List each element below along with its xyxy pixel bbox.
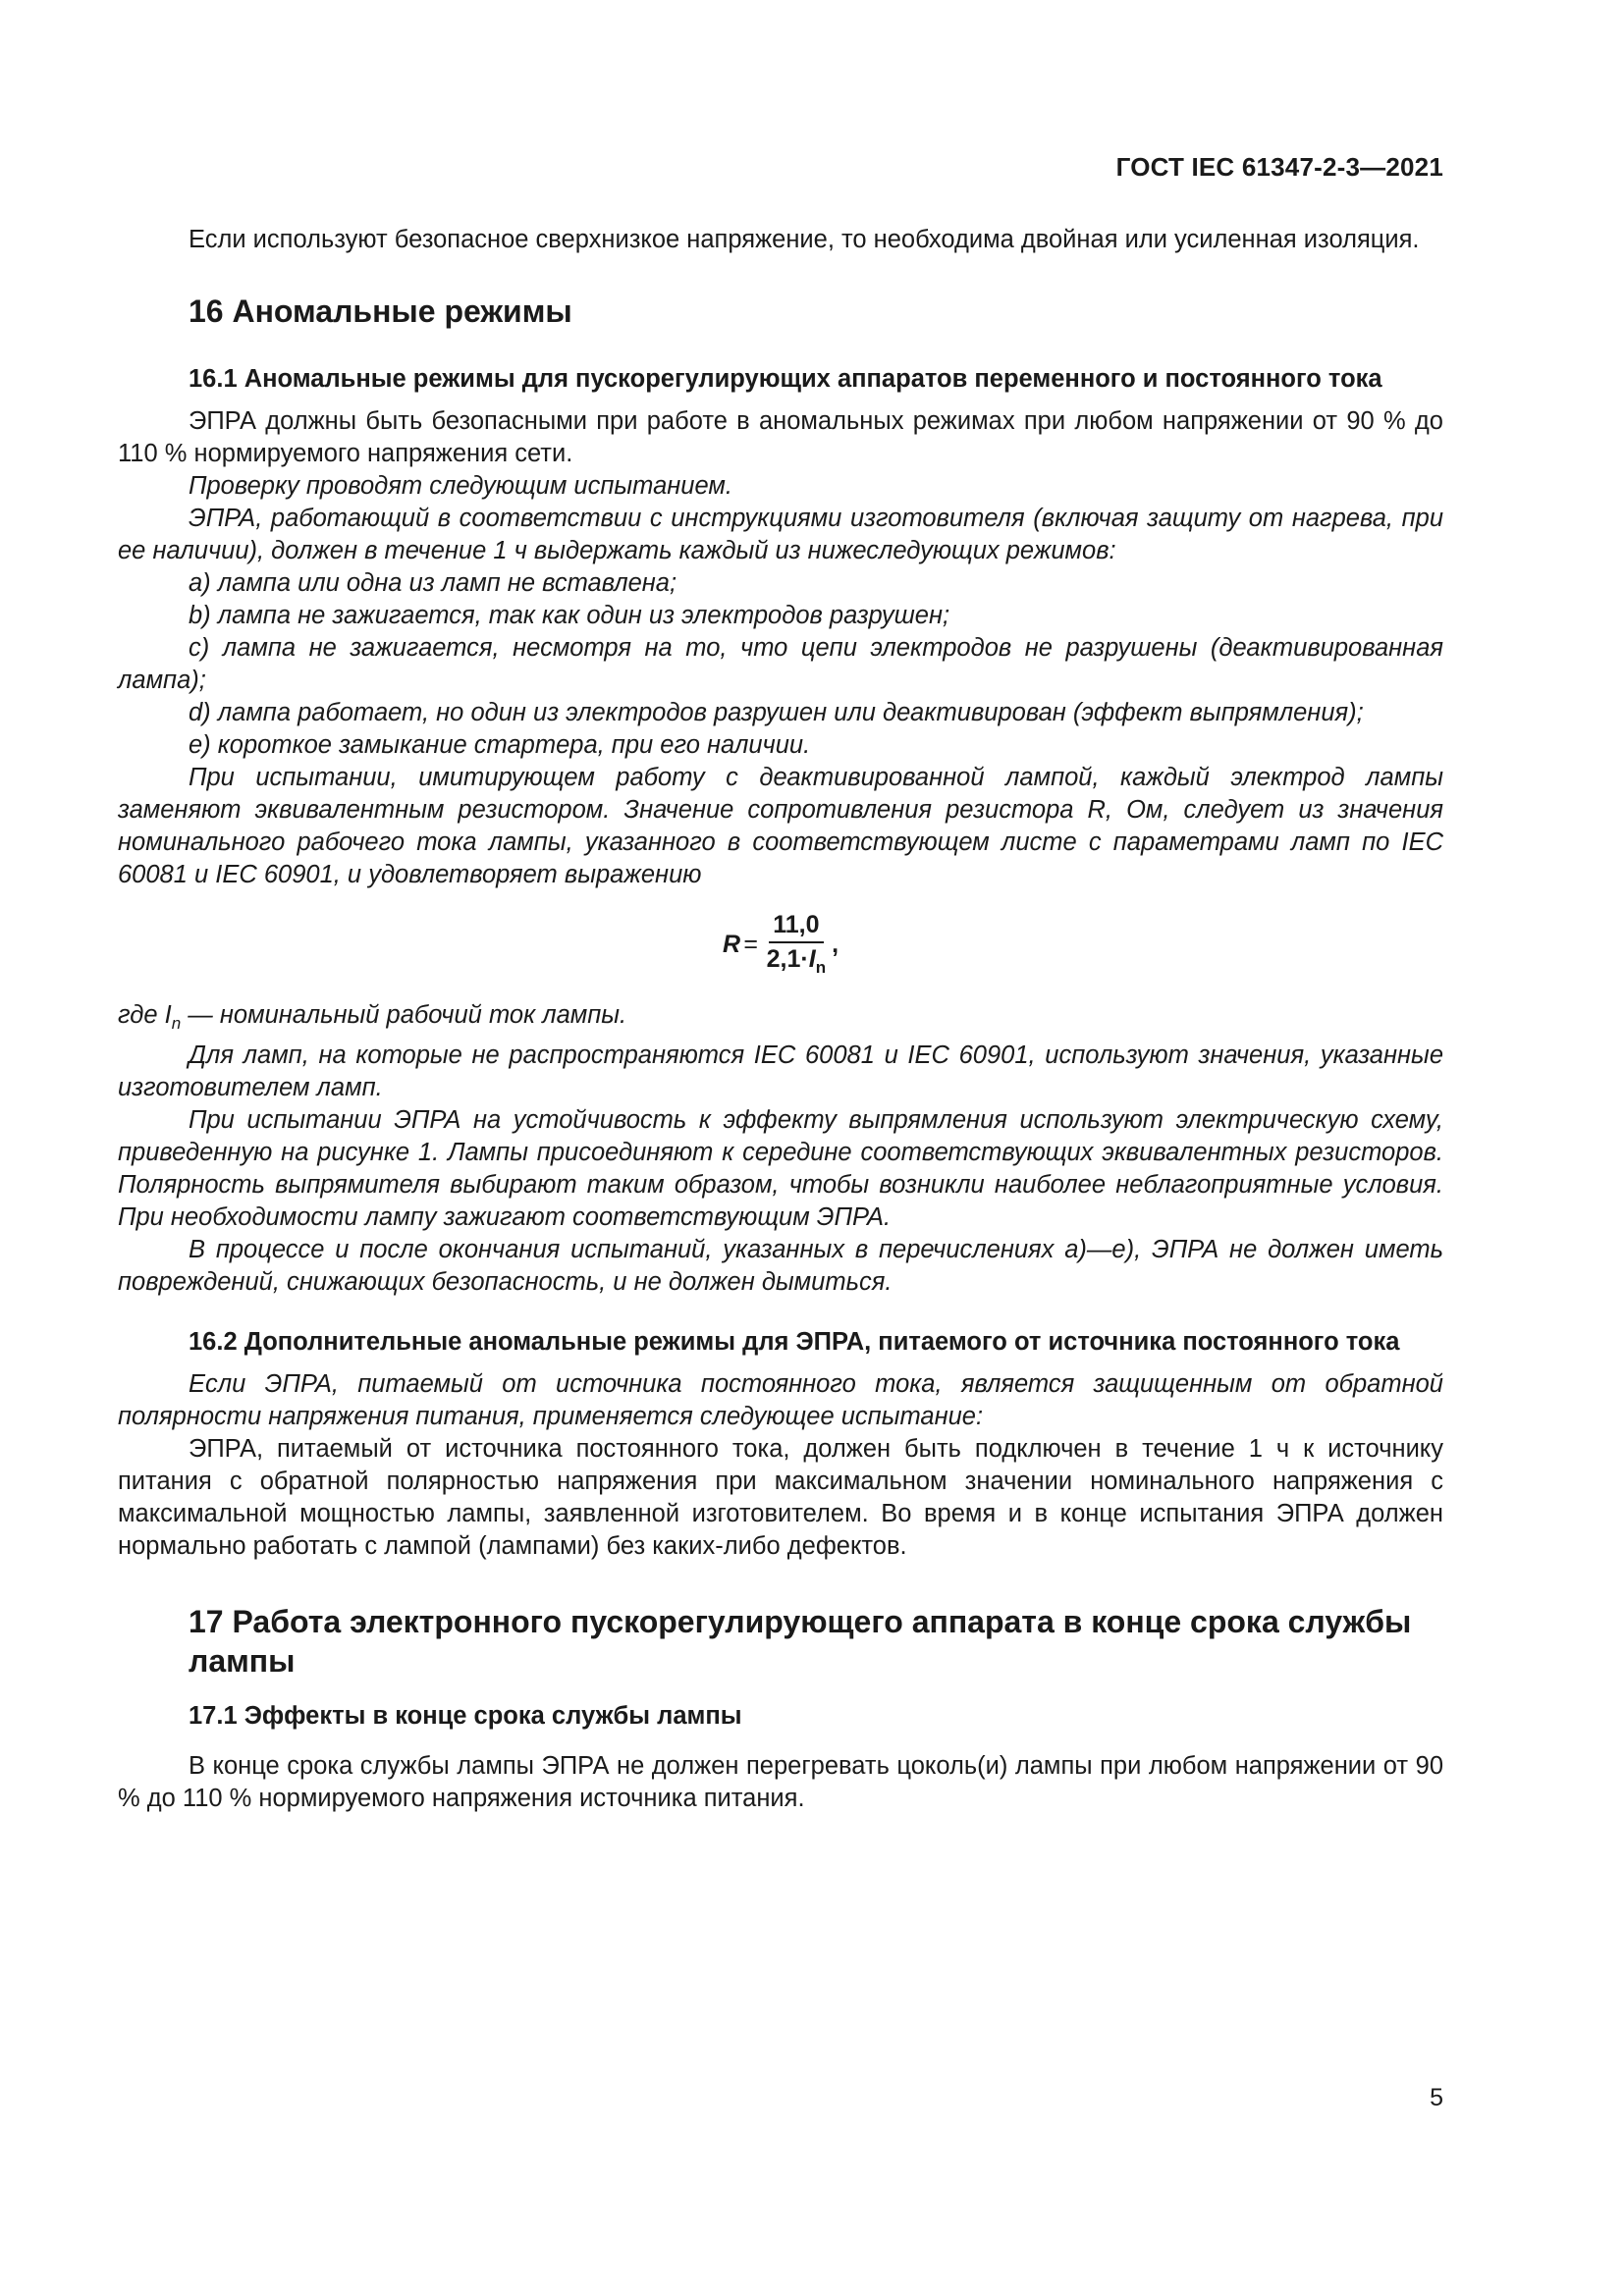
list-item-d: d) лампа работает, но один из электродов разрушен или деактивирован (эффект выпрямления);	[189, 699, 1364, 726]
section-17-title: 17 Работа электронного пускорегулирующего аппарата в конце срока службы лампы	[189, 1604, 1412, 1680]
section-17-1-paragraph-1: В конце срока службы лампы ЭПРА не должен перегревать цоколь(и) лампы при любом напряжении от 90 % до 110 % нормируемого напряжения источника питания.	[118, 1752, 1443, 1813]
section-16-1-paragraph-4: При испытании, имитирующем работу с деактивированной лампой, каждый электрод лампы заменяют эквивалентным резистором. Значение сопротивления резистора R, Ом, следует из значения номинального рабочего тока лампы, указанного в соответствующем листе с параметрами ламп по IEC 60081 и IEC 60901, и удовлетворяет выражению	[118, 764, 1443, 888]
section-16-1-paragraph-2: Проверку проводят следующим испытанием.	[189, 472, 732, 500]
formula-denominator-coef: 2,1·	[766, 945, 809, 973]
section-16-1-paragraph-5: Для ламп, на которые не распространяются IEC 60081 и IEC 60901, используют значения, указанные изготовителем ламп.	[118, 1041, 1443, 1102]
section-16-1-paragraph-3: ЭПРА, работающий в соответствии с инструкциями изготовителя (включая защиту от нагрева, при ее наличии), должен в течение 1 ч выдержать каждый из нижеследующих режимов:	[118, 505, 1443, 564]
document-page	[118, 0, 1443, 2296]
document-id-header: ГОСТ IEC 61347-2-3—2021	[1115, 152, 1443, 182]
resistance-formula	[118, 911, 1443, 978]
section-16-title: 16 Аномальные режимы	[189, 294, 572, 329]
formula-trail: ,	[832, 930, 839, 958]
intro-paragraph: Если используют безопасное сверхнизкое напряжение, то необходима двойная или усиленная изоляция.	[189, 226, 1420, 253]
section-17-1-title: 17.1 Эффекты в конце срока службы лампы	[189, 1702, 742, 1731]
section-16-1-paragraph-7: В процессе и после окончания испытаний, указанных в перечислениях а)—е), ЭПРА не должен иметь повреждений, снижающих безопасность, и не должен дымиться.	[118, 1236, 1443, 1297]
where-subscript: n	[171, 1014, 182, 1034]
where-rest: — номинальный рабочий ток лампы.	[181, 1001, 627, 1029]
formula-denominator	[763, 943, 830, 978]
section-16-2-paragraph-1: Если ЭПРА, питаемый от источника постоянного тока, является защищенным от обратной полярности напряжения питания, применяется следующее испытание:	[118, 1370, 1443, 1431]
section-16-1-paragraph-1: ЭПРА должны быть безопасными при работе в аномальных режимах при любом напряжении от 90 % до 110 % нормируемого напряжения сети.	[118, 407, 1443, 467]
where-clause	[118, 999, 1443, 1040]
section-16-2-title: 16.2 Дополнительные аномальные режимы для ЭПРА, питаемого от источника постоянного тока	[189, 1328, 1400, 1357]
formula-lhs: R	[722, 930, 741, 958]
formula-fraction	[763, 911, 830, 978]
formula-denominator-var: I	[808, 945, 816, 973]
section-16-1-title: 16.1 Аномальные режимы для пускорегулирующих аппаратов переменного и постоянного тока	[189, 365, 1382, 393]
list-item-a: a) лампа или одна из ламп не вставлена;	[189, 569, 677, 597]
section-16-2-paragraph-2: ЭПРА, питаемый от источника постоянного тока, должен быть подключен в течение 1 ч к источнику питания с обратной полярностью напряжения при максимальном значении номинального напряжения с максимальной мощностью лампы, заявленной изготовителем. Во время и в конце испытания ЭПРА должен нормально работать с лампой (лампами) без каких-либо дефектов.	[118, 1435, 1443, 1561]
where-prefix: где I	[118, 1001, 172, 1029]
formula-numerator: 11,0	[769, 911, 823, 943]
list-item-c: c) лампа не зажигается, несмотря на то, что цепи электродов не разрушены (деактивированная лампа);	[118, 634, 1443, 694]
list-item-e: e) короткое замыкание стартера, при его наличии.	[189, 731, 811, 759]
page-number: 5	[1430, 2084, 1443, 2111]
list-item-b: b) лампа не зажигается, так как один из электродов разрушен;	[189, 602, 950, 629]
document-body	[118, 224, 1443, 1815]
formula-denominator-sub: n	[815, 958, 827, 977]
formula-equals: =	[743, 930, 758, 958]
section-16-1-paragraph-6: При испытании ЭПРА на устойчивость к эффекту выпрямления используют электрическую схему, приведенную на рисунке 1. Лампы присоединяют к середине соответствующих эквивалентных резисторов. Полярность выпрямителя выбирают таким образом, чтобы возникли наиболее неблагоприятные условия. При необходимости лампу зажигают соответствующим ЭПРА.	[118, 1106, 1443, 1232]
